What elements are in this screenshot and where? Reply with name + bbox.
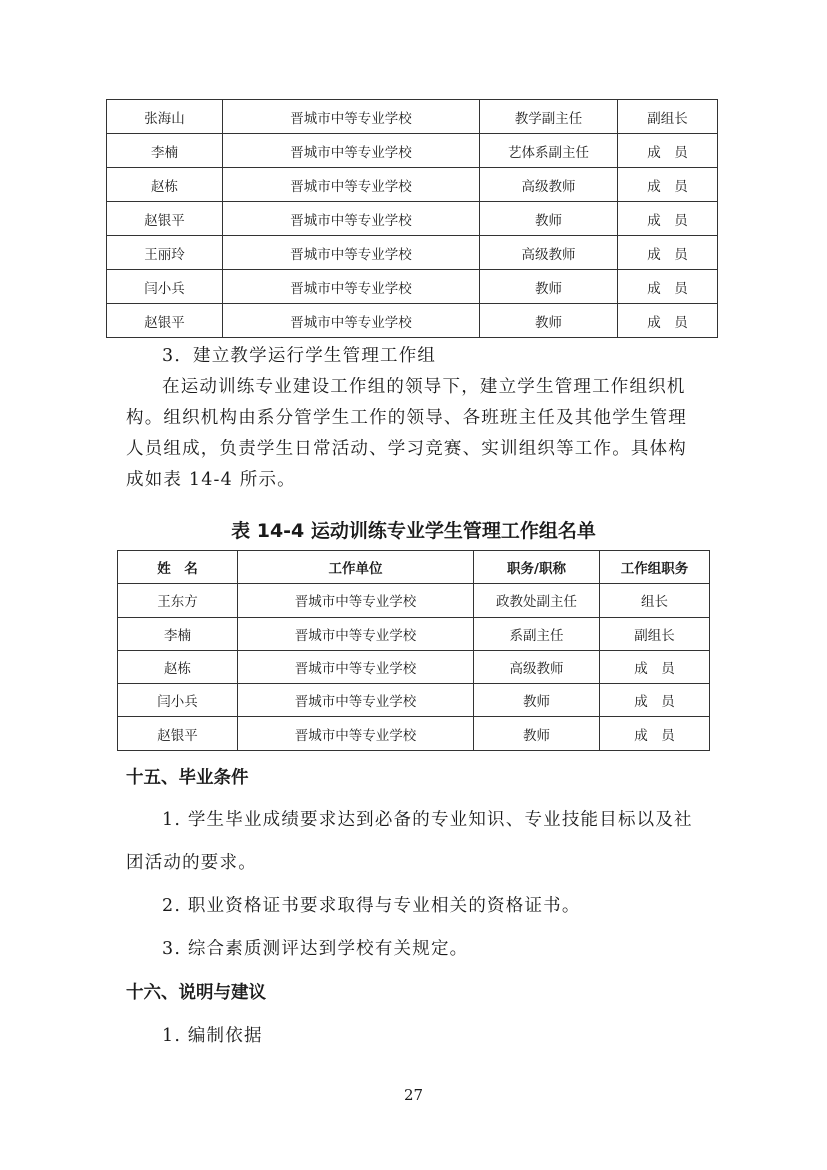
table-row (118, 717, 710, 750)
table-cell: 赵栋 (107, 168, 223, 202)
table-cell: 晋城市中等专业学校 (238, 584, 474, 617)
graduation-item-1-cont: 团活动的要求。 (126, 853, 257, 873)
table-cell: 晋城市中等专业学校 (238, 617, 474, 650)
table-cell: 成 员 (618, 270, 718, 304)
table-row (107, 270, 718, 304)
table-cell: 高级教师 (480, 236, 618, 270)
paragraph-line: 成如表 14-4 所示。 (126, 470, 296, 490)
page-number: 27 (403, 1086, 424, 1104)
table-cell: 成 员 (618, 236, 718, 270)
table-row (107, 304, 718, 338)
table-cell: 王东方 (118, 584, 238, 617)
section-3-title: 3．建立教学运行学生管理工作组 (162, 346, 437, 366)
table-cell: 政教处副主任 (474, 584, 600, 617)
table-header-row (118, 551, 710, 584)
table-cell: 赵银平 (107, 304, 223, 338)
table-row (107, 202, 718, 236)
table-row (107, 100, 718, 134)
table-cell: 教师 (480, 202, 618, 236)
section-15-heading: 十五、毕业条件 (126, 768, 249, 788)
table-cell: 系副主任 (474, 617, 600, 650)
table-row (107, 236, 718, 270)
table-cell: 闫小兵 (118, 684, 238, 717)
table-cell: 教师 (480, 270, 618, 304)
table-cell: 副组长 (600, 617, 710, 650)
table-cell: 晋城市中等专业学校 (223, 202, 480, 236)
table-cell: 晋城市中等专业学校 (238, 684, 474, 717)
table-cell: 成 员 (618, 202, 718, 236)
table-cell: 副组长 (618, 100, 718, 134)
table-cell: 李楠 (107, 134, 223, 168)
table-header-cell: 工作组职务 (600, 551, 710, 584)
table-cell: 高级教师 (474, 650, 600, 683)
table-cell: 赵银平 (107, 202, 223, 236)
table-cell: 王丽玲 (107, 236, 223, 270)
table-cell: 高级教师 (480, 168, 618, 202)
table-cell: 成 员 (618, 168, 718, 202)
table-cell: 晋城市中等专业学校 (223, 304, 480, 338)
table-cell: 赵栋 (118, 650, 238, 683)
table-caption: 表 14-4 运动训练专业学生管理工作组名单 (231, 520, 596, 542)
staff-table-2-body (118, 584, 710, 750)
table-cell: 艺体系副主任 (480, 134, 618, 168)
table-cell: 成 员 (600, 650, 710, 683)
table-cell: 成 员 (618, 304, 718, 338)
table-row (107, 168, 718, 202)
table-row (118, 684, 710, 717)
table-row (118, 617, 710, 650)
graduation-item-3: 3. 综合素质测评达到学校有关规定。 (162, 939, 469, 959)
paragraph-line: 人员组成，负责学生日常活动、学习竞赛、实训组织等工作。具体构 (126, 439, 687, 459)
table-header-cell: 职务/职称 (474, 551, 600, 584)
staff-table-1 (106, 99, 718, 338)
table-cell: 闫小兵 (107, 270, 223, 304)
table-cell: 教师 (474, 684, 600, 717)
explanation-item-1: 1. 编制依据 (162, 1026, 263, 1046)
table-cell: 组长 (600, 584, 710, 617)
table-cell: 赵银平 (118, 717, 238, 750)
table-row (107, 134, 718, 168)
table-cell: 教学副主任 (480, 100, 618, 134)
table-cell: 张海山 (107, 100, 223, 134)
table-cell: 晋城市中等专业学校 (223, 168, 480, 202)
table-row (118, 650, 710, 683)
table-cell: 教师 (480, 304, 618, 338)
table-cell: 晋城市中等专业学校 (223, 270, 480, 304)
table-header-cell: 工作单位 (238, 551, 474, 584)
table-cell: 成 员 (600, 684, 710, 717)
staff-table-2 (117, 550, 710, 751)
section-16-heading: 十六、说明与建议 (126, 983, 266, 1003)
table-cell: 晋城市中等专业学校 (238, 717, 474, 750)
staff-table-1-body (107, 100, 718, 338)
table-cell: 晋城市中等专业学校 (223, 100, 480, 134)
graduation-item-2: 2. 职业资格证书要求取得与专业相关的资格证书。 (162, 896, 581, 916)
table-cell: 成 员 (618, 134, 718, 168)
graduation-item-1: 1. 学生毕业成绩要求达到必备的专业知识、专业技能目标以及社 (162, 810, 693, 830)
paragraph-line: 在运动训练专业建设工作组的领导下，建立学生管理工作组织机 (162, 377, 686, 397)
table-cell: 晋城市中等专业学校 (238, 650, 474, 683)
table-cell: 成 员 (600, 717, 710, 750)
table-cell: 晋城市中等专业学校 (223, 134, 480, 168)
table-cell: 教师 (474, 717, 600, 750)
table-cell: 李楠 (118, 617, 238, 650)
table-cell: 晋城市中等专业学校 (223, 236, 480, 270)
table-header-cell: 姓 名 (118, 551, 238, 584)
table-row (118, 584, 710, 617)
paragraph-line: 构。组织机构由系分管学生工作的领导、各班班主任及其他学生管理 (126, 408, 687, 428)
